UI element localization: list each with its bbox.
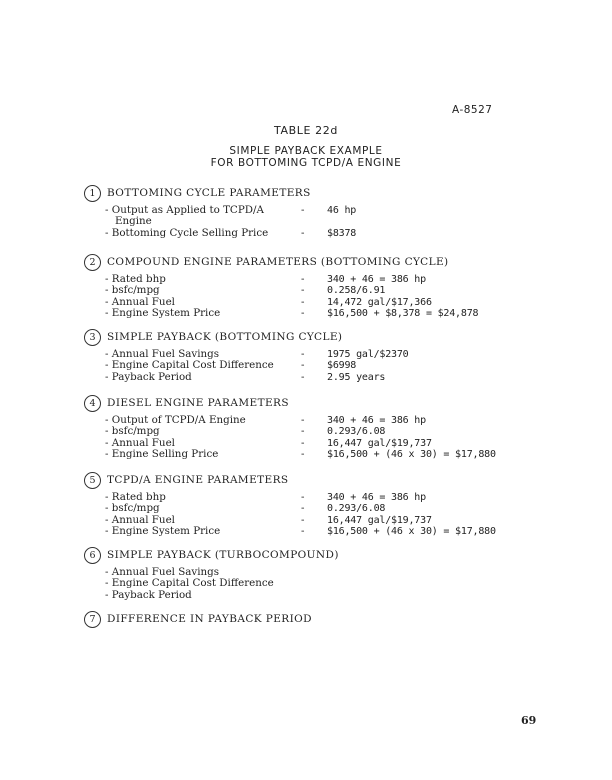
- list-item: [105, 503, 564, 514]
- item-value: $16,500 + (46 x 30) = $17,880: [327, 448, 496, 460]
- list-item: [105, 590, 564, 601]
- item-value: 340 + 46 = 386 hp: [327, 415, 426, 426]
- list-item: [105, 526, 564, 537]
- list-item: [105, 426, 564, 437]
- list-item: [105, 578, 564, 589]
- item-value: 0.293/6.08: [327, 503, 386, 515]
- list-item: [105, 492, 564, 503]
- list-item: [105, 308, 564, 319]
- item-label: - Annual Fuel: [105, 513, 175, 526]
- item-label: - bsfc/mpg: [105, 425, 160, 438]
- item-label: - Bottoming Cycle Selling Price: [105, 226, 269, 239]
- section-title: SIMPLE PAYBACK (BOTTOMING CYCLE): [107, 331, 343, 343]
- item-label: - Engine Capital Cost Difference: [105, 359, 274, 372]
- separator: -: [301, 491, 305, 503]
- item-label: - bsfc/mpg: [105, 502, 160, 515]
- separator: -: [301, 447, 305, 460]
- separator: -: [301, 204, 305, 216]
- section-diesel-engine-parameters: [84, 394, 564, 460]
- item-value: 16,447 gal/$19,737: [327, 437, 432, 449]
- item-label: - Engine System Price: [105, 306, 221, 319]
- item-value: $16,500 + $8,378 = $24,878: [327, 307, 479, 319]
- section-simple-payback-turbocompound: [84, 546, 564, 601]
- separator: -: [301, 348, 305, 360]
- list-item: [105, 360, 564, 371]
- item-value: 340 + 46 = 386 hp: [327, 274, 426, 285]
- item-label: - Output of TCPD/A Engine: [105, 414, 246, 426]
- separator: -: [301, 226, 305, 239]
- table-title: [0, 145, 612, 169]
- table-title-line-2: FOR BOTTOMING TCPD/A ENGINE: [210, 157, 402, 169]
- item-value: $6998: [327, 360, 357, 372]
- item-value: 0.293/6.08: [327, 426, 386, 438]
- item-value: 46 hp: [327, 205, 357, 216]
- table-label: TABLE 22d: [274, 124, 338, 137]
- separator: -: [301, 524, 305, 537]
- item-value: 0.258/6.91: [327, 285, 386, 297]
- item-label: - Rated bhp: [105, 273, 166, 285]
- item-label: - Annual Fuel Savings: [105, 348, 220, 360]
- separator: -: [301, 359, 305, 372]
- separator: -: [301, 295, 305, 308]
- section-title: DIESEL ENGINE PARAMETERS: [107, 397, 289, 409]
- section-title: TCPD/A ENGINE PARAMETERS: [107, 474, 289, 486]
- item-label: - Output as Applied to TCPD/A: [105, 204, 264, 216]
- number-circle-icon: 2: [84, 254, 101, 271]
- section-tcpda-engine-parameters: [84, 471, 564, 537]
- item-label: - Annual Fuel: [105, 295, 175, 308]
- item-value: 340 + 46 = 386 hp: [327, 492, 426, 503]
- list-item: [105, 205, 564, 216]
- item-label: - Engine System Price: [105, 524, 221, 537]
- table-title-line-1: SIMPLE PAYBACK EXAMPLE: [229, 145, 383, 157]
- item-label: - Rated bhp: [105, 491, 166, 503]
- item-value: 16,447 gal/$19,737: [327, 514, 432, 526]
- number-circle-icon: 3: [84, 329, 101, 346]
- separator: -: [301, 370, 305, 383]
- separator: -: [301, 306, 305, 319]
- list-item: [105, 372, 564, 383]
- number-circle-icon: 6: [84, 547, 101, 564]
- section-bottoming-cycle-parameters: [84, 184, 564, 239]
- item-value: $16,500 + (46 x 30) = $17,880: [327, 525, 496, 537]
- item-value: 1975 gal/$2370: [327, 349, 409, 360]
- list-item-continuation: [105, 216, 564, 227]
- section-difference-in-payback: [84, 610, 564, 628]
- item-label: - Engine Selling Price: [105, 447, 219, 460]
- section-title: BOTTOMING CYCLE PARAMETERS: [107, 187, 311, 199]
- item-label: - Payback Period: [105, 370, 192, 383]
- separator: -: [301, 425, 305, 438]
- item-value: $8378: [327, 227, 357, 239]
- item-label: - Annual Fuel: [105, 436, 175, 449]
- item-label: - Payback Period: [105, 588, 192, 601]
- list-item: [105, 228, 564, 239]
- section-title: DIFFERENCE IN PAYBACK PERIOD: [107, 613, 312, 625]
- item-label: - Annual Fuel Savings: [105, 566, 220, 578]
- item-value: 14,472 gal/$17,366: [327, 296, 432, 308]
- separator: -: [301, 436, 305, 449]
- section-title: COMPOUND ENGINE PARAMETERS (BOTTOMING CYCLE): [107, 256, 449, 268]
- number-circle-icon: 1: [84, 185, 101, 202]
- list-item: [105, 415, 564, 426]
- separator: -: [301, 513, 305, 526]
- list-item: [105, 449, 564, 460]
- item-label: - Engine Capital Cost Difference: [105, 577, 274, 590]
- item-label-continuation: Engine: [115, 215, 152, 228]
- list-item: [105, 274, 564, 285]
- separator: -: [301, 284, 305, 297]
- section-compound-engine-parameters: [84, 253, 564, 319]
- item-value: 2.95 years: [327, 371, 386, 383]
- separator: -: [301, 273, 305, 285]
- number-circle-icon: 4: [84, 395, 101, 412]
- number-circle-icon: 5: [84, 472, 101, 489]
- separator: -: [301, 502, 305, 515]
- section-title: SIMPLE PAYBACK (TURBOCOMPOUND): [107, 549, 339, 561]
- number-circle-icon: 7: [84, 611, 101, 628]
- page-number: 69: [521, 714, 537, 727]
- item-label: - bsfc/mpg: [105, 284, 160, 297]
- document-id: A-8527: [452, 104, 493, 116]
- separator: -: [301, 414, 305, 426]
- section-simple-payback-bottoming: [84, 328, 564, 383]
- list-item: [105, 285, 564, 296]
